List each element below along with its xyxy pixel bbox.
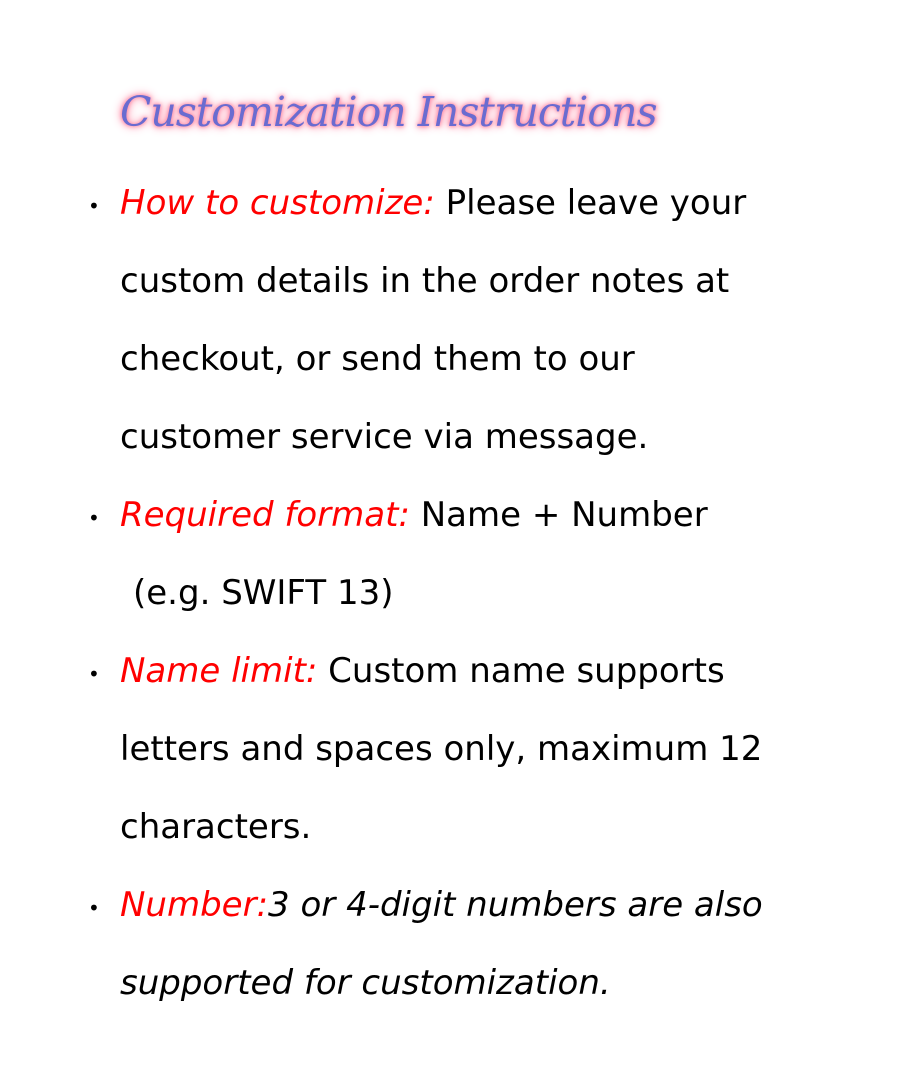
- item-text: Custom name supports: [317, 651, 725, 691]
- list-item-name-limit: [0, 632, 800, 866]
- item-text: Please leave your: [434, 183, 747, 223]
- item-text: checkout, or send them to our: [120, 339, 635, 379]
- item-text: characters.: [120, 807, 312, 847]
- item-first-line: [120, 164, 800, 242]
- bullet-icon: •: [88, 896, 100, 920]
- item-first-line: [120, 632, 800, 710]
- item-label: Name limit:: [120, 651, 318, 691]
- item-text: 3 or 4-digit numbers are also: [268, 885, 763, 925]
- item-text: custom details in the order notes at: [120, 261, 730, 301]
- bullet-icon: •: [88, 662, 100, 686]
- instructions-list: [0, 164, 900, 1022]
- bullet-icon: •: [88, 194, 100, 218]
- item-text: customer service via message.: [120, 417, 649, 457]
- item-first-line: [120, 476, 800, 554]
- bullet-icon: •: [88, 506, 100, 530]
- item-first-line: [120, 866, 800, 944]
- item-text: supported for customization.: [120, 963, 611, 1003]
- item-label: How to customize:: [120, 183, 435, 223]
- item-text: Name + Number: [409, 495, 708, 535]
- item-text: (e.g. SWIFT 13): [133, 573, 394, 613]
- list-item-how-to-customize: [0, 164, 800, 476]
- list-item-required-format: [0, 476, 800, 632]
- item-text: letters and spaces only, maximum 12: [120, 729, 763, 769]
- item-label: Number:: [120, 885, 269, 925]
- list-item-number: [0, 866, 800, 1022]
- page-title: Customization Instructions: [120, 88, 657, 136]
- item-label: Required format:: [120, 495, 410, 535]
